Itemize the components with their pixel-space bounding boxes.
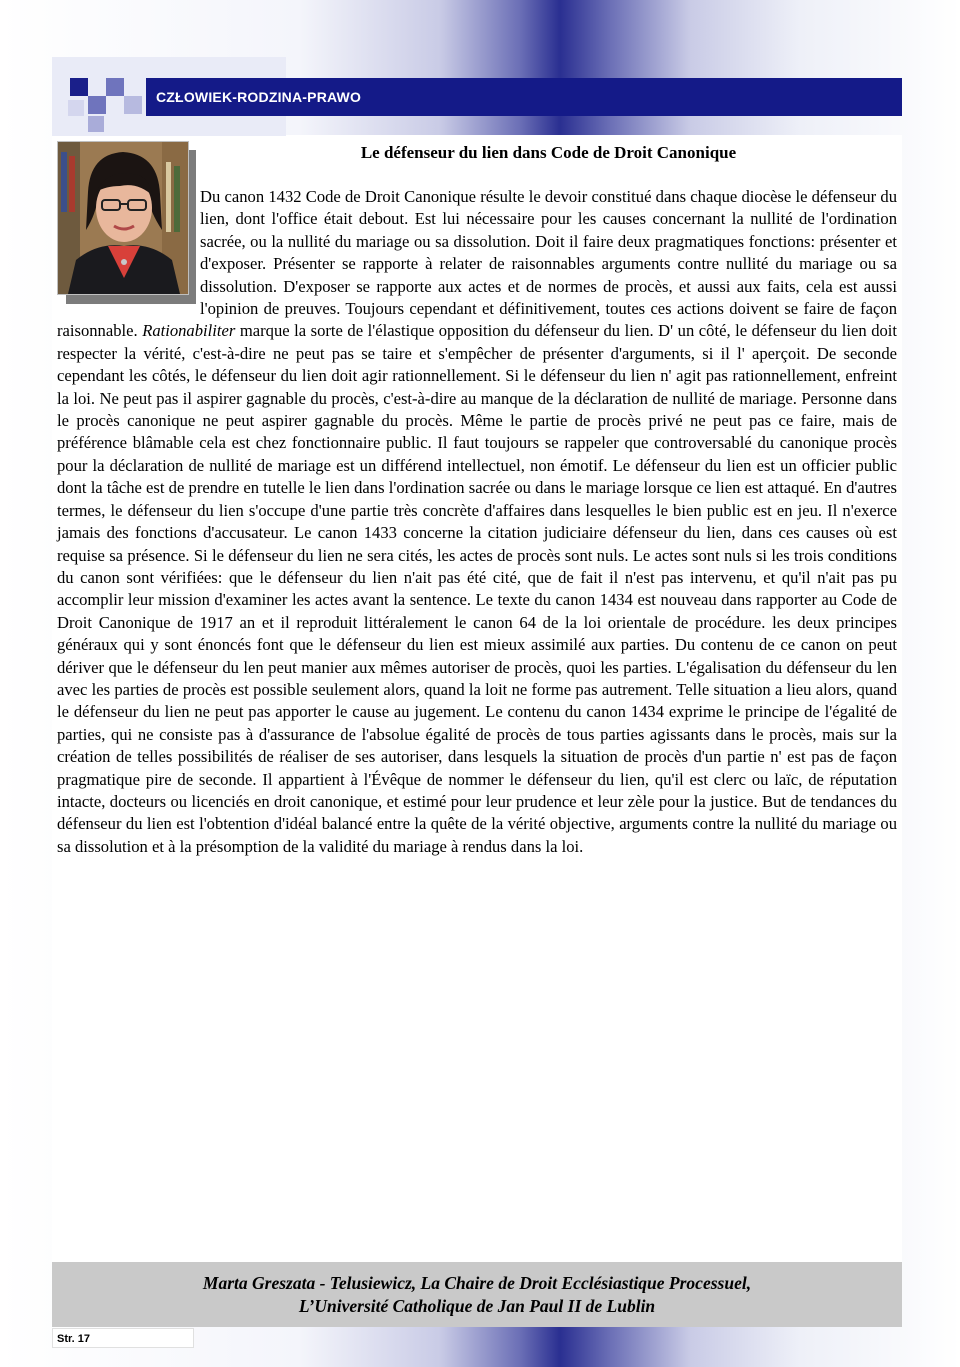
header-square [88,96,106,114]
article-title: Le défenseur du lien dans Code de Droit Canonique [360,143,737,162]
header-square [106,78,124,96]
footer-author-line: Marta Greszata - Telusiewicz, La Chaire de Droit Ecclésiastique Processuel, [202,1272,752,1293]
footer-institution-line: L’Université Catholique de Jan Paul II de Lublin [298,1295,656,1316]
header-square [68,100,84,116]
header-square [124,96,142,114]
header-square [88,116,104,132]
article-main-text: marque la sorte de l'élastique opposition du défenseur du lien. D' un côté, le défenseur du lien doit respecter la vérité, c'est-à-dire ne peut pas se taire et s'empêcher de présenter d'arguments, si il l' aperçoit. De seconde cependant les côtés, le défenseur du lien doit agir rationnellement. Si le défenseur du lien n' agit pas rationnellement, enfreint la loi. Ne peut pas il aspirer gagnable du procès, c'est-à-dire au manque de la déclaration de nullité de mariage. Personne dans le procès canonique ne peut aspirer gagnable du procès. Même le partie de procès privé ne peut pas ce faire, mais de préférence blâmable cela est chez fonctionnaire public. Il faut toujours se rappeler que controversablé du canonique procès pour la déclaration de nullité de mariage est un différend intellectuel, non émotif. Le défenseur du lien est un officier public dont la tâche est de prendre en tutelle le lien dans l'ordination sacrée ou dans le mariage lorsque ce lien est attaqué. En d'autres termes, le défenseur du lien s'occupe d'une partie très concrète d'affaires dans lesquelles le bien public est en jeu. Il n'exerce jamais des fonctions d'accusateur. Le canon 1433 concerne la citation judiciaire défenseur du lien, dans ces causes où est requise sa présence. Si le défenseur du lien ne sera cités, les actes de procès sont nuls. Le actes sont nuls si les trois conditions du canon sont vérifiées: que le défenseur du lien n'ait pas été cité, que de fait il n'est pas intervenu, et qu'il n'ait pas pu accomplir leur mission d'examiner les actes avant la sentence. Le texte du canon 1434 est nouveau dans rapporter au Code de Droit Canonique de 1917 an et il reproduit littéralement le canon 64 de la loi orientale de procédure. les deux principes généraux qui y sont énoncés font que le défenseur du lien est mieux assimilé aux parties. Du contenu de ce canon on peut dériver que le défenseur du len peut manier aux mêmes autoriser de procès, quoi les parties. L'égalisation du défenseur du len avec les parties de procès est possible seulement alors, quand la loit ne forme pas autrement. Telle situation a lieu alors, quand le défenseur du lien ne peut pas apporter le cause au jugement. Le contenu du canon 1434 exprime le principe de l'égalité de parties, qui ne consiste pas à d'assurance de l'absolue égalité de procès de tous parties agissants dans le procès, mais sur la création de telles possibilités de réaliser de ses autoriser, dans lesquels la situation de procès d'un partie n' est pas de façon pragmatique pire de seconde. Il appartient à l'Évêque de nommer le défenseur du lien, qu'il est clerc ou laïc, de réputation intacte, docteurs ou licenciés en droit canonique, et estimé pour leur prudence et leur zèle pour la justice. But de tendances du défenseur du lien est l'obtention d'idéal balancé entre la quête de la vérité objective, arguments contre la nullité du mariage ou sa dissolution et à la présomption de la validité du mariage à rendus dans la loi. [57,321,898,856]
italic-term: Rationabiliter [142,321,236,341]
article-body [57,186,897,858]
article-intro-text: Du canon 1432 Code de Droit Canonique résulte le devoir constitué dans chaque diocèse le défenseur du lien, dont l'office était debout. Est lui nécessaire pour les causes concernant la nullité de l'ordination sacrée, ou la nullité du mariage ou sa dissolution. Doit il faire deux pragmatiques fonctions: présenter et d'exposer. Présenter se rapporte à relater de raisonnables arguments contre nullité du mariage ou sa dissolution. D'exposer se rapporte aux actes et de normes de procès, et aussi aux faits, cela est aussi l'opinion de preuves. Toujours cependant et définitivement, toutes ces actions doivent se faire de façon raisonnable. [57,187,897,341]
footer-author-box [52,1262,902,1327]
journal-title: CZŁOWIEK-RODZINA-PRAWO [156,89,362,105]
header-bar [146,78,902,116]
header-square [70,78,88,96]
photo-spacer [57,186,200,320]
page-number: Str. 17 [52,1328,194,1348]
